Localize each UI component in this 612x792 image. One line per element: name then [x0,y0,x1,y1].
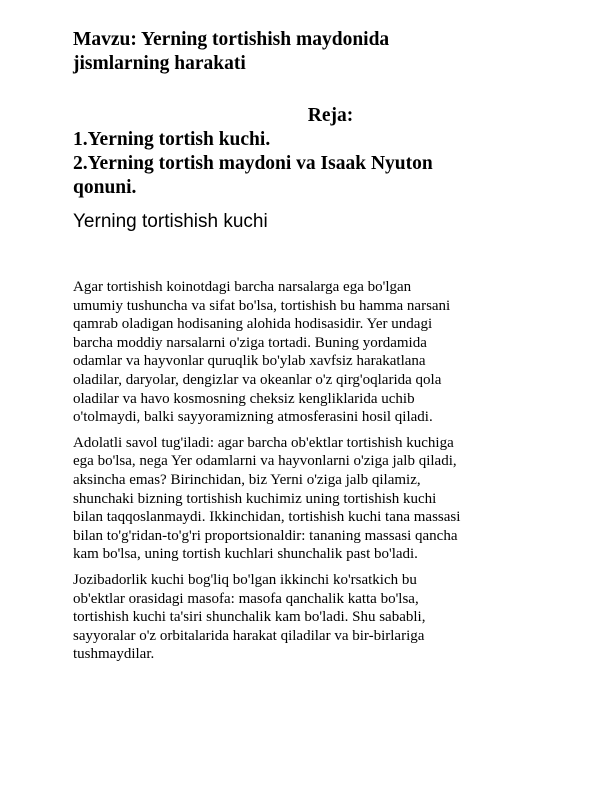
paragraph-line: kam bo'lsa, uning tortish kuchlari shunchalik past bo'ladi. [73,546,418,563]
paragraph-line: tushmaydilar. [73,646,155,663]
paragraph-line: bilan to'g'ridan-to'g'ri proportsionaldir: tananing massasi qancha [73,527,458,544]
plan-item-2-cont: qonuni. [73,177,137,198]
paragraph-line: oladilar, daryolar, dengizlar va okeanlar o'z qirg'oqlarida qola [73,371,442,388]
paragraph-line: ob'ektlar orasidagi masofa: masofa qanchalik katta bo'lsa, [73,590,419,607]
paragraph-line: ega bo'lsa, nega Yer odamlarni va hayvonlarni o'ziga jalb qiladi, [73,453,457,470]
document-title [73,28,548,76]
paragraph-line: shunchaki bizning tortishish kuchimiz uning tortishish kuchi [73,490,437,507]
paragraph-3 [73,571,548,664]
title-line-1: Mavzu: Yerning tortishish maydonida [73,29,390,50]
paragraph-line: tortishish kuchi ta'siri shunchalik kam bo'ladi. Shu sababli, [73,609,426,626]
paragraph-1 [73,278,548,427]
document-page [73,28,548,671]
section-heading: Yerning tortishish kuchi [73,211,268,232]
paragraph-line: o'tolmaydi, balki sayyoramizning atmosferasini hosil qiladi. [73,409,433,426]
plan-item-2: 2.Yerning tortish maydoni va Isaak Nyuton [73,153,433,174]
plan-item-1: 1.Yerning tortish kuchi. [73,129,271,150]
paragraph-line: odamlar va hayvonlar quruqlik bo'ylab xavfsiz harakatlana [73,353,426,370]
paragraph-line: sayyoralar o'z orbitalarida harakat qiladilar va bir-birlariga [73,627,425,644]
paragraph-line: qamrab oladigan hodisaning alohida hodisasidir. Yer undagi [73,316,433,333]
title-line-2: jismlarning harakati [73,53,246,74]
paragraph-line: Agar tortishish koinotdagi barcha narsalarga ega bo'lgan [73,279,412,295]
paragraph-2 [73,434,548,564]
paragraph-line: Adolatli savol tug'iladi: agar barcha ob'ektlar tortishish kuchiga [73,434,454,451]
paragraph-line: oladilar va havo kosmosning cheksiz kengliklarida uchib [73,390,415,407]
plan-heading: Reja: [307,105,354,126]
paragraph-line: Jozibadorlik kuchi bog'liq bo'lgan ikkinchi ko'rsatkich bu [73,571,417,588]
paragraph-line: aksincha emas? Birinchidan, biz Yerni o'ziga jalb qilamiz, [73,471,421,488]
paragraph-line: barcha moddiy narsalarni o'ziga tortadi. Buning yordamida [73,334,427,351]
paragraph-line: umumiy tushuncha va sifat bo'lsa, tortishish bu hamma narsani [73,297,451,314]
paragraph-line: bilan taqqoslanmaydi. Ikkinchidan, tortishish kuchi tana massasi [73,509,461,526]
